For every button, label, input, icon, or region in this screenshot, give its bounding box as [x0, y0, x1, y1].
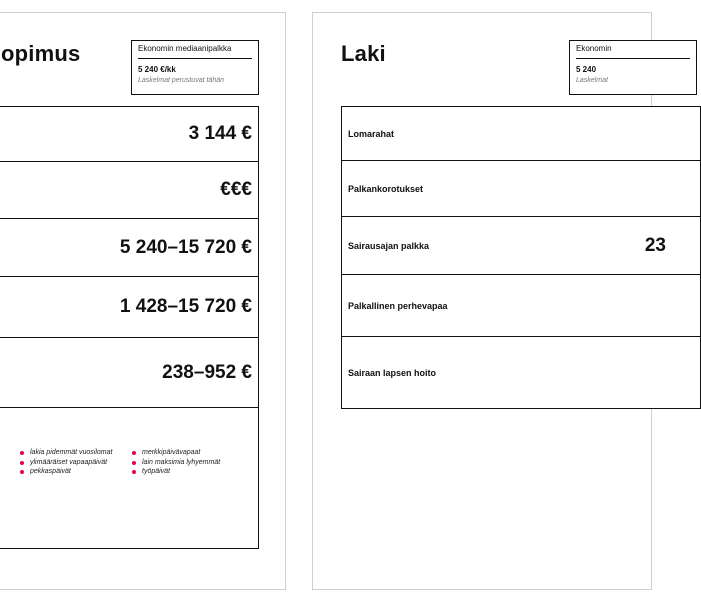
- list-item-continuation: työpäivät: [142, 468, 171, 475]
- table-row: [342, 161, 700, 217]
- left-card-title: opimus: [1, 41, 81, 66]
- list-item: ylimääräiset vapaapäivät: [20, 458, 112, 468]
- median-salary-value: 5 240 €/kk: [138, 65, 176, 74]
- law-card: [312, 12, 666, 590]
- median-salary-heading: Ekonomin mediaanipalkka: [138, 44, 252, 59]
- right-comparison-table: [341, 106, 701, 409]
- list-item: lakia pidemmät vuosilomat: [20, 448, 112, 458]
- list-item: merkkipäivävapaat: [132, 448, 220, 458]
- median-salary-value: 5 240: [576, 65, 597, 74]
- list-item: lain maksimia lyhyemmät: [132, 458, 220, 468]
- left-median-salary-box: [131, 40, 259, 95]
- right-median-salary-box: [569, 40, 697, 95]
- table-row: [0, 338, 258, 408]
- row-label: Palkallinen perhevapaa: [348, 300, 448, 311]
- row-value: 1 428–15 720 €: [119, 296, 252, 317]
- row-value: 238–952 €: [162, 361, 252, 383]
- median-salary-heading: Ekonomin: [576, 44, 690, 59]
- table-row: [0, 107, 258, 162]
- table-row: [342, 107, 700, 161]
- row-value: 23: [644, 234, 666, 256]
- left-comparison-table: [0, 106, 259, 549]
- collective-agreement-card: [0, 12, 286, 590]
- table-row: [342, 337, 700, 408]
- row-label: Sairaan lapsen hoito: [348, 367, 437, 378]
- list-item: pekkaspäivät: [20, 467, 112, 477]
- benefits-list: [132, 448, 220, 477]
- row-value: €€€: [220, 179, 252, 200]
- row-label: Lomarahat: [348, 128, 395, 139]
- list-item: [132, 467, 220, 477]
- table-row: [0, 219, 258, 277]
- row-value: 3 144 €: [188, 123, 252, 144]
- table-row: [342, 275, 700, 337]
- table-row: [0, 277, 258, 338]
- right-card-title: Laki: [341, 41, 386, 66]
- table-row: [0, 162, 258, 219]
- median-salary-note: Laskelmat perustuvat tähän: [138, 77, 224, 84]
- table-row: [342, 217, 700, 275]
- median-salary-note: Laskelmat: [576, 77, 608, 84]
- benefits-list: [20, 448, 112, 477]
- row-label: Palkankorotukset: [348, 183, 424, 194]
- row-label: Sairausajan palkka: [348, 240, 430, 251]
- row-value: 5 240–15 720 €: [119, 236, 252, 258]
- benefits-section: [0, 408, 258, 548]
